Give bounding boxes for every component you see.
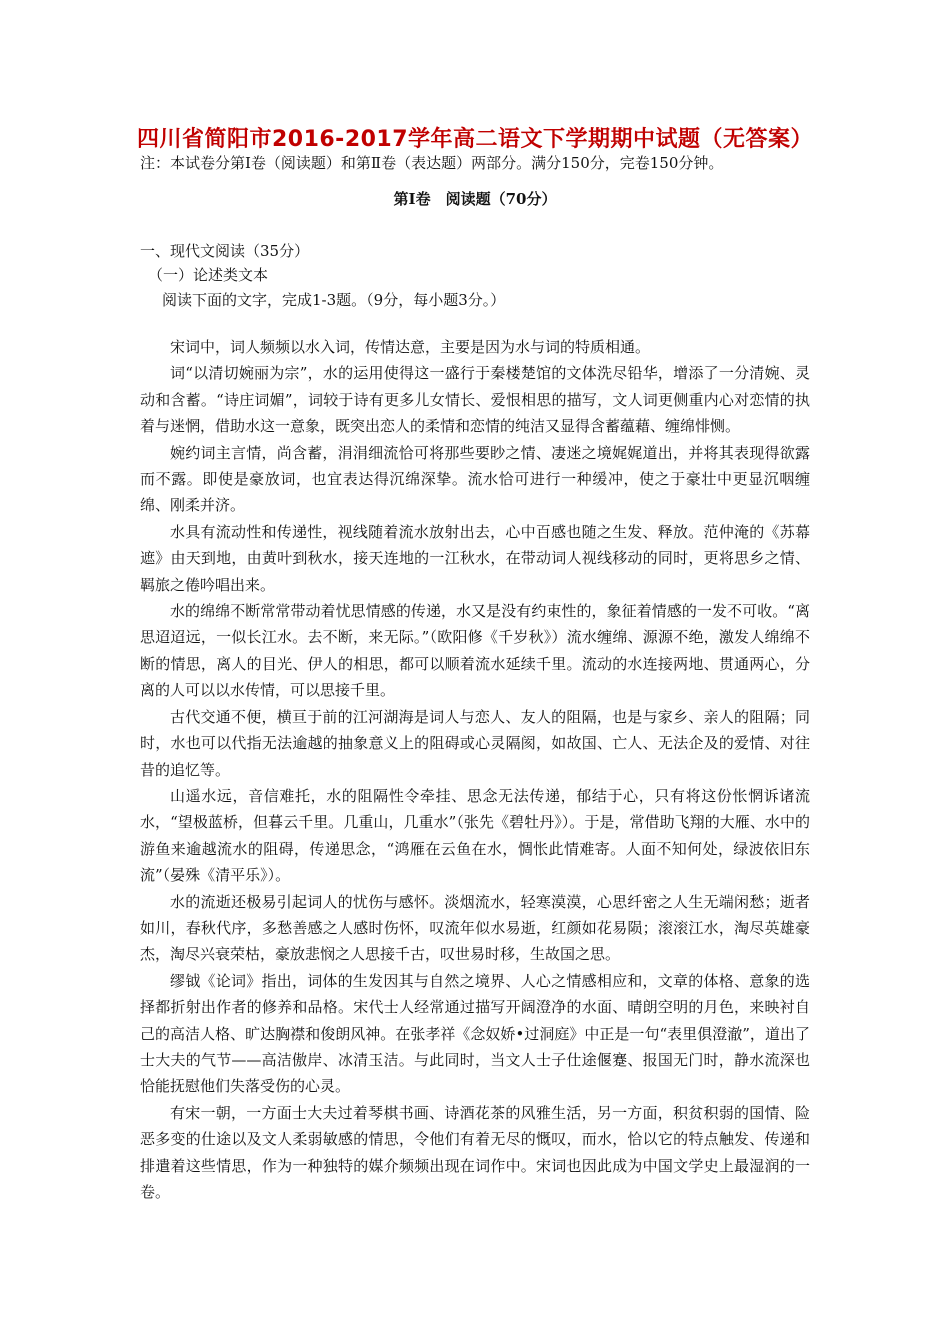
article-paragraph: 婉约词主言情，尚含蓄，涓涓细流恰可将那些要眇之情、凄迷之境娓娓道出，并将其表现得欲露而不露。即使是豪放词，也宜表达得沉绵深挚。流水恰可进行一种缓冲，使之于豪壮中更显沉咽缠绵、刚柔并济。 — [140, 443, 810, 515]
article-paragraph: 水的绵绵不断常常带动着忧思情感的传递，水又是没有约束性的，象征着情感的一发不可收。“离思迢迢远，一似长江水。去不断，来无际。”（欧阳修《千岁秋》）流水缠绵、源源不绝，激发人绵绵不断的情思，离人的目光、伊人的相思，都可以顺着流水延续千里。流动的水连接两地、贯通两心，分离的人可以以水传情，可以思接千里。 — [140, 602, 810, 700]
article-paragraph: 古代交通不便，横亘于前的江河湖海是词人与恋人、友人的阻隔，也是与家乡、亲人的阻隔；同时，水也可以代指无法逾越的抽象意义上的阻碍或心灵隔阂，如故国、亡人、无法企及的爱情、对往昔的追忆等。 — [140, 707, 810, 779]
exam-title: 四川省简阳市2016-2017学年高二语文下学期期中试题（无答案） — [136, 127, 814, 152]
reading-instruction: 阅读下面的文字，完成1-3题。（9分，每小题3分。） — [162, 291, 506, 309]
section-subheading: （一）论述类文本 — [148, 266, 269, 284]
part-title: 第Ⅰ卷 阅读题（70分） — [393, 190, 557, 208]
article-body — [140, 334, 810, 1205]
article-paragraph: 山遥水远，音信难托，水的阻隔性令牵挂、思念无法传递，郁结于心，只有将这份怅惘诉诸流水，“望极蓝桥，但暮云千里。几重山，几重水”（张先《碧牡丹》）。于是，常借助飞翔的大雁、水中的游鱼来逾越流水的阻碍，传递思念，“鸿雁在云鱼在水，惆怅此情难寄。人面不知何处，绿波依旧东流”（晏殊《清平乐》）。 — [140, 786, 810, 885]
article-paragraph: 水的流逝还极易引起词人的忧伤与感怀。淡烟流水，轻寒漠漠，心思纤密之人生无端闲愁；逝者如川，春秋代序，多愁善感之人感时伤怀，叹流年似水易逝，红颜如花易陨；滚滚江水，淘尽英雄豪杰，淘尽兴衰荣枯，豪放悲悯之人思接千古，叹世易时移，生故国之思。 — [140, 892, 810, 964]
article-paragraph: 宋词中，词人频频以水入词，传情达意，主要是因为水与词的特质相通。 — [170, 338, 651, 356]
article-paragraph: 有宋一朝，一方面士大夫过着琴棋书画、诗酒花茶的风雅生活，另一方面，积贫积弱的国情、险恶多变的仕途以及文人柔弱敏感的情思，令他们有着无尽的慨叹，而水，恰以它的特点触发、传递和排遣着这些情思，作为一种独特的媒介频频出现在词作中。宋词也因此成为中国文学史上最湿润的一卷。 — [140, 1103, 810, 1201]
article-paragraph: 缪钺《论词》指出，词体的生发因其与自然之境界、人心之情感相应和，文章的体格、意象的选择都折射出作者的修养和品格。宋代士人经常通过描写开阔澄净的水面、晴朗空明的月色，来映衬自己的高洁人格、旷达胸襟和俊朗风神。在张孝祥《念奴娇•过洞庭》中正是一句“表里俱澄澈”，道出了士大夫的气节——高洁傲岸、冰清玉洁。与此同时，当文人士子仕途偃蹇、报国无门时，静水流深也恰能抚慰他们失落受伤的心灵。 — [140, 971, 810, 1096]
exam-note: 注：本试卷分第Ⅰ卷（阅读题）和第Ⅱ卷（表达题）两部分。满分150分，完卷150分钟。 — [140, 154, 724, 172]
article-paragraph: 水具有流动性和传递性，视线随着流水放射出去，心中百感也随之生发、释放。范仲淹的《苏幕遮》由天到地，由黄叶到秋水，接天连地的一江秋水，在带动词人视线移动的同时，更将思乡之情、羁旅之倦吟唱出来。 — [140, 522, 810, 594]
article-paragraph: 词“以清切婉丽为宗”，水的运用使得这一盛行于秦楼楚馆的文体洗尽铅华，增添了一分清婉、灵动和含蓄。“诗庄词媚”，词较于诗有更多儿女情长、爱恨相思的描写，文人词更侧重内心对恋情的执着与迷惘，借助水这一意象，既突出恋人的柔情和恋情的纯洁又显得含蓄蕴藉、缠绵悱恻。 — [140, 364, 810, 436]
section-heading: 一、现代文阅读（35分） — [140, 242, 310, 260]
